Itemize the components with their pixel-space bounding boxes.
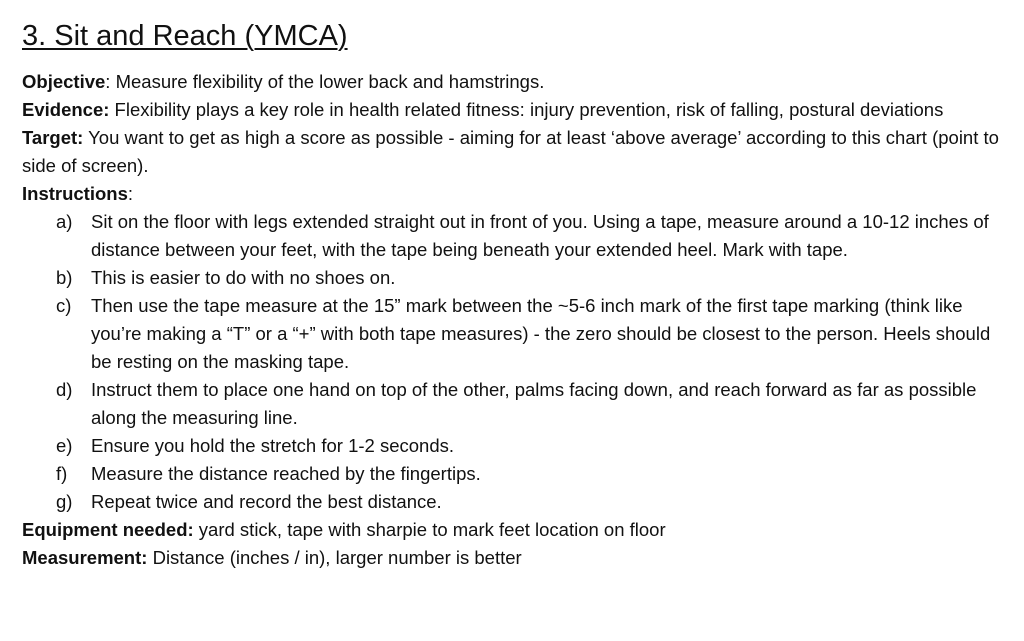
- step-marker: a): [56, 211, 73, 232]
- target-line: [22, 124, 1006, 180]
- instruction-step-e: [56, 432, 1006, 460]
- instructions-label: Instructions: [22, 183, 128, 204]
- step-text: Ensure you hold the stretch for 1-2 seconds.: [91, 435, 455, 456]
- instruction-step-c: [56, 292, 1006, 376]
- step-text: This is easier to do with no shoes on.: [91, 267, 396, 288]
- equipment-label: Equipment needed:: [22, 519, 194, 540]
- objective-separator: :: [105, 71, 111, 92]
- instructions-list: [22, 208, 1006, 516]
- measurement-text: Distance (inches / in), larger number is better: [147, 547, 522, 568]
- target-text: You want to get as high a score as possible - aiming for at least ‘above average’ according to this chart (point to side of screen).: [22, 127, 999, 176]
- step-text: Instruct them to place one hand on top of the other, palms facing down, and reach forward as far as possible along the measuring line.: [91, 379, 977, 428]
- equipment-text: yard stick, tape with sharpie to mark feet location on floor: [193, 519, 666, 540]
- step-marker: d): [56, 379, 73, 400]
- instruction-step-d: [56, 376, 1006, 432]
- measurement-label: Measurement:: [22, 547, 148, 568]
- evidence-label: Evidence:: [22, 99, 110, 120]
- instruction-step-a: [56, 208, 1006, 264]
- measurement-line: [22, 544, 1006, 572]
- step-text: Then use the tape measure at the 15” mark between the ~5-6 inch mark of the first tape marking (think like you’re making a “T” or a “+” with both tape measures) - the zero should be closest to the person. Heels should be resting on the masking tape.: [91, 295, 991, 372]
- step-marker: b): [56, 267, 73, 288]
- step-marker: e): [56, 435, 73, 456]
- instruction-step-g: [56, 488, 1006, 516]
- instructions-separator: :: [127, 183, 134, 204]
- equipment-line: [22, 516, 1006, 544]
- evidence-line: [22, 96, 1006, 124]
- step-marker: g): [56, 491, 73, 512]
- step-marker: f): [56, 463, 68, 484]
- instruction-step-f: [56, 460, 1006, 488]
- objective-label: Objective: [22, 71, 106, 92]
- step-text: Sit on the floor with legs extended straight out in front of you. Using a tape, measure around a 10-12 inches of distance between your feet, with the tape being beneath your extended heel. Mark with tape.: [91, 211, 989, 260]
- target-label: Target:: [22, 127, 84, 148]
- step-text: Repeat twice and record the best distance.: [91, 491, 442, 512]
- objective-line: [22, 68, 1006, 96]
- instruction-step-b: [56, 264, 1006, 292]
- step-marker: c): [56, 295, 72, 316]
- evidence-text: Flexibility plays a key role in health related fitness: injury prevention, risk of falling, postural deviations: [109, 99, 944, 120]
- instructions-heading: [22, 180, 1006, 208]
- objective-text: Measure flexibility of the lower back and hamstrings.: [110, 71, 545, 92]
- step-text: Measure the distance reached by the fingertips.: [91, 463, 481, 484]
- page-title: 3. Sit and Reach (YMCA): [22, 20, 348, 52]
